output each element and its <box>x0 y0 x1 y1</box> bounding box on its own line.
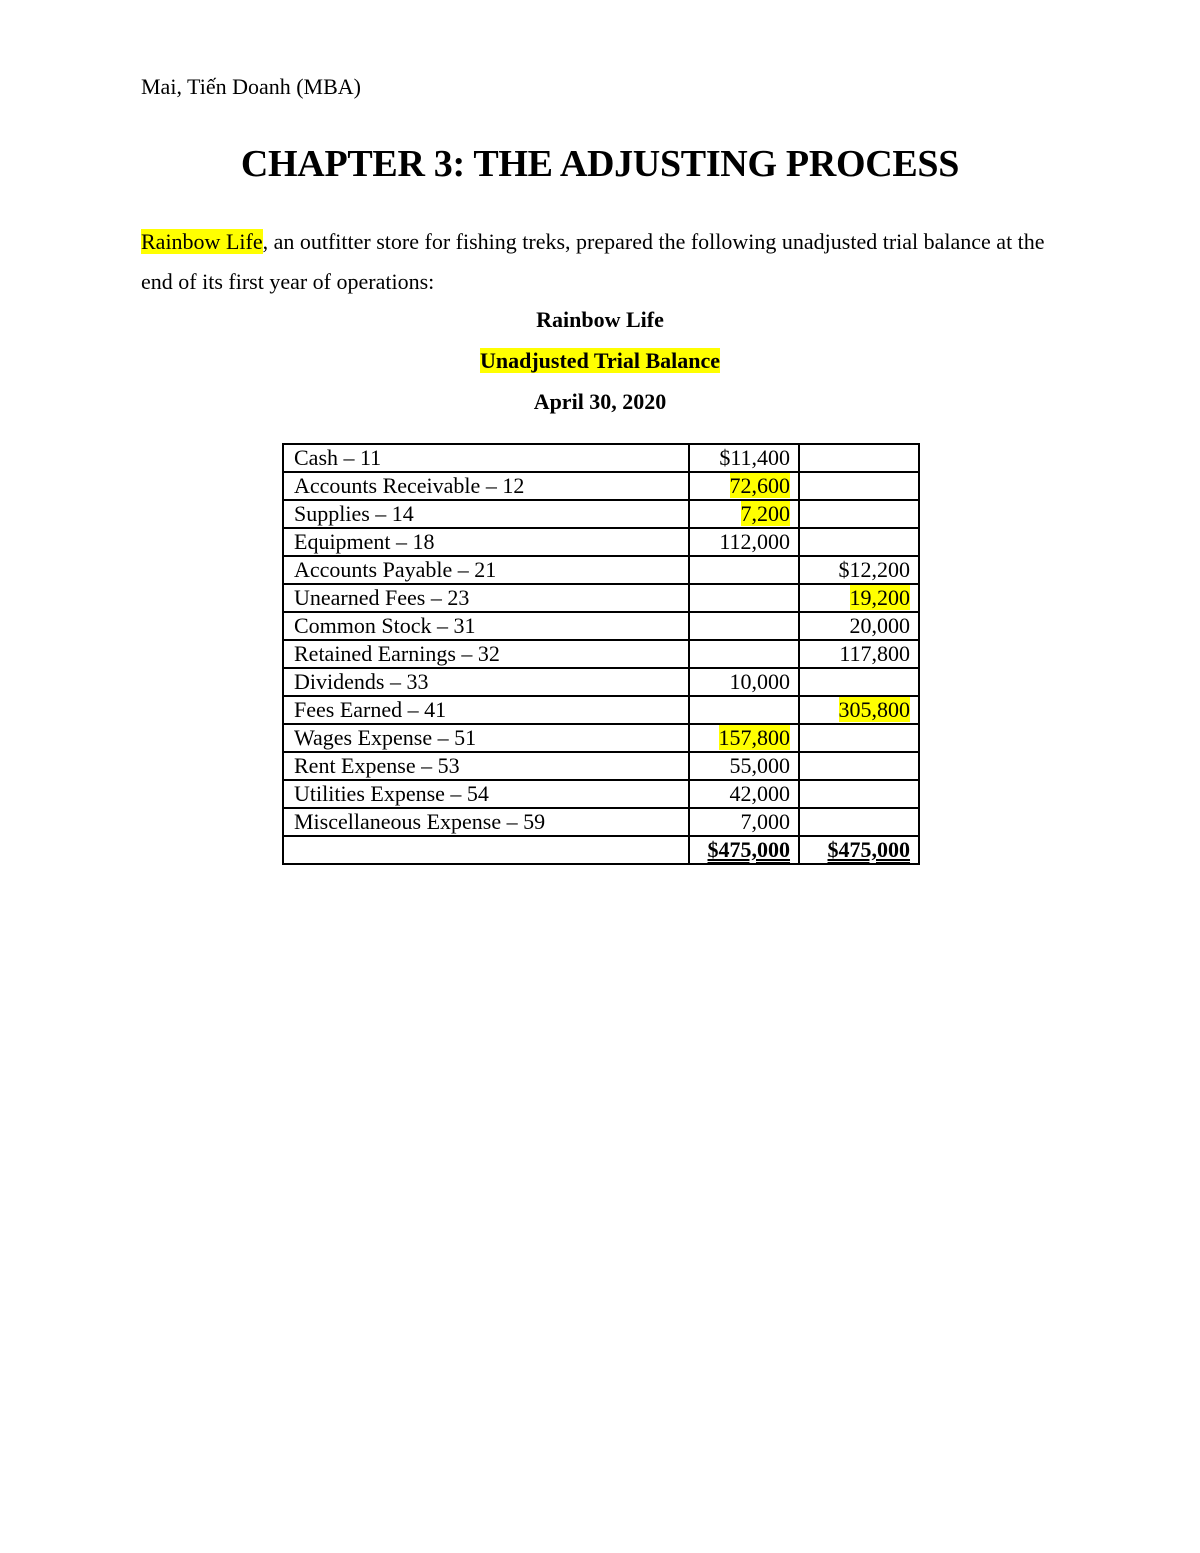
credit-cell <box>799 584 919 612</box>
credit-cell <box>799 472 919 500</box>
table-row <box>283 584 919 612</box>
debit-value: 7,000 <box>740 809 790 834</box>
credit-cell <box>799 780 919 808</box>
table-row <box>283 528 919 556</box>
credit-value: 117,800 <box>839 641 910 666</box>
account-cell: Unearned Fees – 23 <box>283 584 689 612</box>
statement-date: April 30, 2020 <box>533 389 667 414</box>
credit-value: 20,000 <box>849 613 910 638</box>
debit-value-highlight: 72,600 <box>729 473 790 498</box>
credit-cell <box>799 752 919 780</box>
debit-value-highlight: 7,200 <box>740 501 790 526</box>
chapter-title: CHAPTER 3: THE ADJUSTING PROCESS <box>240 143 960 185</box>
total-credit-value: $475,000 <box>827 837 910 862</box>
account-cell: Cash – 11 <box>283 444 689 472</box>
debit-cell <box>689 444 799 472</box>
account-cell: Dividends – 33 <box>283 668 689 696</box>
account-cell: Accounts Payable – 21 <box>283 556 689 584</box>
debit-cell <box>689 556 799 584</box>
debit-value: 112,000 <box>719 529 790 554</box>
debit-cell <box>689 780 799 808</box>
debit-value: 55,000 <box>729 753 790 778</box>
credit-value-highlight: 305,800 <box>838 697 910 722</box>
debit-cell <box>689 500 799 528</box>
credit-cell <box>799 640 919 668</box>
total-credit-cell <box>799 836 919 864</box>
account-cell: Fees Earned – 41 <box>283 696 689 724</box>
account-cell: Supplies – 14 <box>283 500 689 528</box>
table-row <box>283 640 919 668</box>
credit-cell <box>799 444 919 472</box>
table-row <box>283 808 919 836</box>
debit-cell <box>689 808 799 836</box>
table-row <box>283 696 919 724</box>
debit-value: 10,000 <box>729 669 790 694</box>
statement-name <box>0 346 1200 376</box>
account-cell: Retained Earnings – 32 <box>283 640 689 668</box>
trial-balance-table <box>282 443 920 865</box>
debit-value-highlight: 157,800 <box>718 725 790 750</box>
intro-paragraph <box>141 222 1081 302</box>
debit-cell <box>689 724 799 752</box>
debit-cell <box>689 612 799 640</box>
debit-cell <box>689 668 799 696</box>
table-row <box>283 444 919 472</box>
account-cell: Wages Expense – 51 <box>283 724 689 752</box>
table-row <box>283 500 919 528</box>
debit-cell <box>689 584 799 612</box>
credit-cell <box>799 724 919 752</box>
credit-cell <box>799 668 919 696</box>
table-row <box>283 752 919 780</box>
credit-cell <box>799 808 919 836</box>
account-cell: Equipment – 18 <box>283 528 689 556</box>
debit-cell <box>689 696 799 724</box>
intro-company-highlight: Rainbow Life <box>141 229 263 254</box>
credit-value: $12,200 <box>838 557 910 582</box>
account-cell: Utilities Expense – 54 <box>283 780 689 808</box>
account-cell: Common Stock – 31 <box>283 612 689 640</box>
credit-cell <box>799 556 919 584</box>
debit-value: $11,400 <box>719 445 790 470</box>
total-debit-value: $475,000 <box>707 837 790 862</box>
total-debit-cell <box>689 836 799 864</box>
total-row <box>283 836 919 864</box>
table-row <box>283 668 919 696</box>
intro-text: , an outfitter store for fishing treks, prepared the following unadjusted trial balance at the end of its first year of operations: <box>141 229 1045 294</box>
table-row <box>283 780 919 808</box>
account-cell: Miscellaneous Expense – 59 <box>283 808 689 836</box>
credit-cell <box>799 500 919 528</box>
account-cell: Rent Expense – 53 <box>283 752 689 780</box>
debit-cell <box>689 640 799 668</box>
author-header: Mai, Tiến Doanh (MBA) <box>141 74 362 99</box>
debit-cell <box>689 472 799 500</box>
credit-value-highlight: 19,200 <box>849 585 910 610</box>
credit-cell <box>799 528 919 556</box>
account-cell: Accounts Receivable – 12 <box>283 472 689 500</box>
credit-cell <box>799 612 919 640</box>
debit-cell <box>689 752 799 780</box>
credit-cell <box>799 696 919 724</box>
debit-value: 42,000 <box>729 781 790 806</box>
debit-cell <box>689 528 799 556</box>
total-label-cell <box>283 836 689 864</box>
table-row <box>283 472 919 500</box>
statement-name-highlight: Unadjusted Trial Balance <box>480 348 720 373</box>
table-row <box>283 556 919 584</box>
table-row <box>283 612 919 640</box>
table-row <box>283 724 919 752</box>
statement-company: Rainbow Life <box>536 307 664 332</box>
